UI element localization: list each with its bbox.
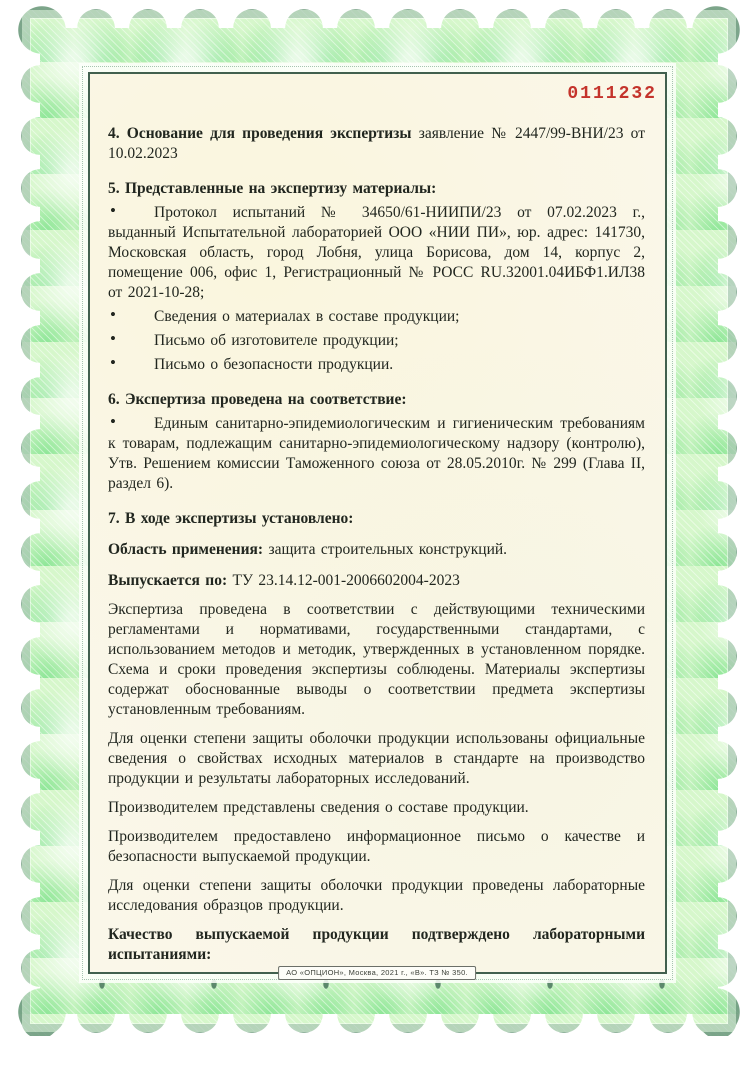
section-4-title: 4. Основание для проведения экспертизы	[108, 125, 412, 142]
application-area-label: Область применения:	[108, 541, 264, 558]
application-area-value: защита строительных конструкций.	[263, 541, 508, 558]
produced-per-value: ТУ 23.14.12-001-2006602004-2023	[227, 572, 460, 589]
application-area-line	[108, 540, 645, 560]
paragraph-expertise-conducted: Экспертиза проведена в соответствии с действующими техническими регламентами и нормативами, государственными стандартами, с использованием методов и методик, утвержденных в установленном порядке. Схема и сроки проведения экспертизы соблюдены. Материалы экспертизы содержат обоснованные выводы о соответствии предмета экспертизы установленным требованиям.	[108, 601, 645, 718]
paragraph-shell-protection-sources: Для оценки степени защиты оболочки продукции использованы официальные сведения о свойствах исходных материалов в стандарте на производство продукции и результаты лабораторных исследований.	[108, 730, 645, 787]
section-4-heading	[108, 124, 645, 164]
section-5-heading: 5. Представленные на экспертизу материалы:	[108, 180, 437, 197]
bullet-icon: •	[110, 329, 116, 348]
list-item-materials-info: • Сведения о материалах в составе продукции;	[110, 305, 460, 325]
bullet-icon: •	[110, 305, 116, 324]
document-panel	[88, 72, 667, 974]
list-item-protocol: • Протокол испытаний № 34650/61-НИИПИ/23 от 07.02.2023 г., выданный Испытательной лабораторией ООО «НИИ ПИ», юр. адрес: 141730, Московская область, город Лобня, улица Борисова, дом 14, корпус 2, помещение 006, офис 1, Регистрационный № РОСС RU.32001.04ИБФ1.ИЛ38 от 2021-10-28;	[108, 201, 645, 301]
section-6-heading: 6. Экспертиза проведена на соответствие:	[108, 391, 407, 408]
serial-number: 0111232	[567, 84, 657, 104]
produced-per-label: Выпускается по:	[108, 572, 228, 589]
bullet-icon: •	[110, 353, 116, 372]
list-item-safety-letter: • Письмо о безопасности продукции.	[110, 353, 394, 373]
bullet-icon: •	[110, 412, 116, 431]
list-item-sanitary-requirements: • Единым санитарно-эпидемиологическим и гигиеническим требованиям к товарам, подлежащим санитарно-эпидемиологическому надзору (контролю), Утв. Решением комиссии Таможенного союза от 28.05.2010г. № 299 (Глава II, раздел 6).	[108, 412, 645, 492]
bullet-icon: •	[110, 201, 116, 220]
quality-confirmed-statement: Качество выпускаемой продукции подтверждено лабораторными испытаниями:	[108, 926, 645, 963]
printer-mark-label: АО «ОПЦИОН», Москва, 2021 г., «В». ТЗ № 350.	[278, 966, 476, 980]
paragraph-lab-research: Для оценки степени защиты оболочки продукции проведены лабораторные исследования образцов продукции.	[108, 877, 645, 914]
paragraph-quality-letter: Производителем предоставлено информационное письмо о качестве и безопасности выпускаемой продукции.	[108, 828, 645, 865]
paragraph-composition-provided: Производителем представлены сведения о составе продукции.	[108, 799, 529, 816]
section-7-heading: 7. В ходе экспертизы установлено:	[108, 510, 354, 527]
list-item-manufacturer-letter: • Письмо об изготовителе продукции;	[110, 329, 399, 349]
document-body	[90, 104, 665, 965]
section-4-value: заявление № 2447/99-ВНИ/23 от 10.02.2023	[108, 125, 645, 162]
produced-per-line	[108, 571, 645, 591]
